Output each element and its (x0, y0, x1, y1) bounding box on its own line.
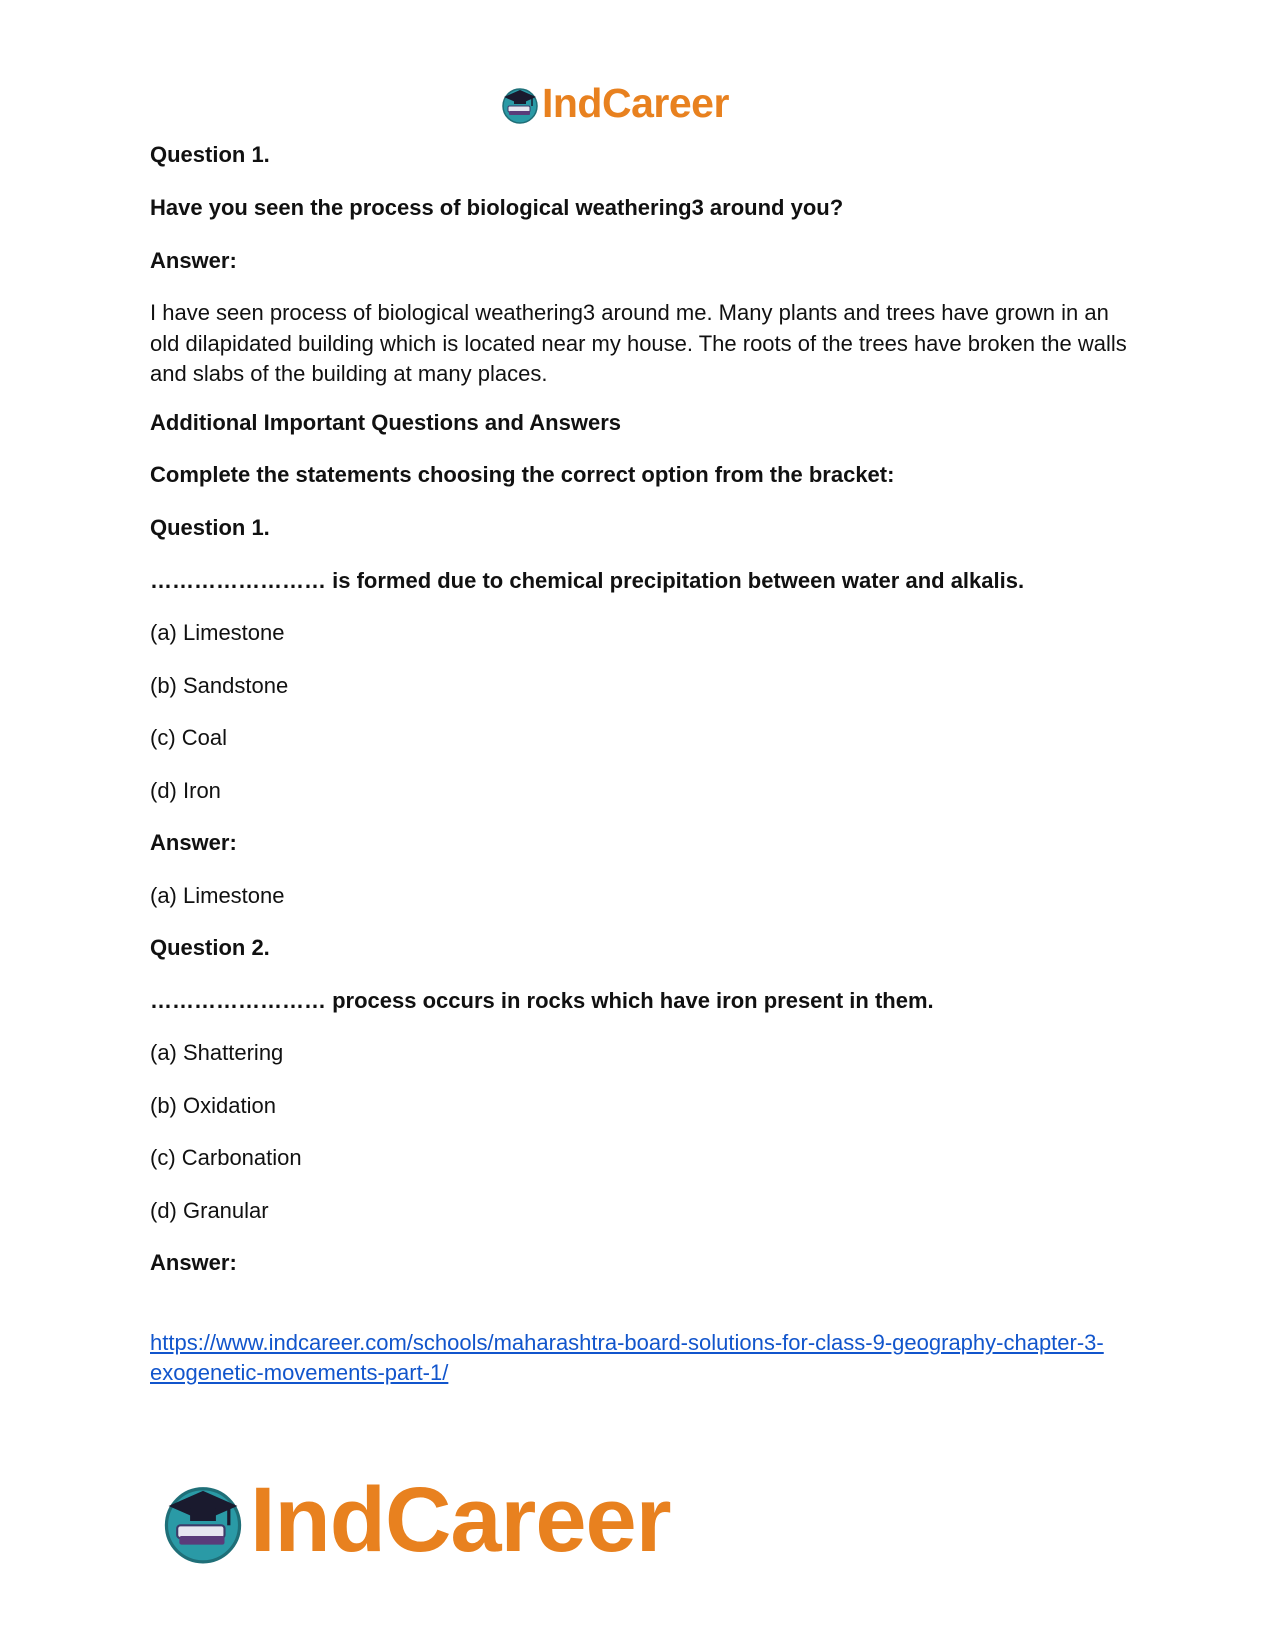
question-1-label: Question 1. (150, 142, 270, 167)
question-1-text: Have you seen the process of biological weathering3 around you? (150, 195, 844, 220)
mcq-1-label: Question 1. (150, 515, 270, 540)
mcq-1-option-a: (a) Limestone (150, 620, 285, 645)
graduation-cap-logo-icon (160, 1478, 246, 1564)
brand-name: IndCareer (542, 80, 729, 126)
mcq-1-text: …………………… is formed due to chemical precipitation between water and alkalis. (150, 568, 1025, 593)
mcq-1-option-c: (c) Coal (150, 725, 228, 750)
mcq-2-option-a: (a) Shattering (150, 1040, 284, 1065)
header-logo (500, 80, 729, 127)
mcq-1-option-d: (d) Iron (150, 778, 221, 803)
mcq-2-option-b: (b) Oxidation (150, 1093, 276, 1118)
footer-logo (160, 1468, 671, 1573)
section-heading: Additional Important Questions and Answers (150, 410, 622, 435)
mcq-2-answer-label: Answer: (150, 1250, 237, 1275)
graduation-cap-logo-icon (500, 84, 540, 124)
mcq-1-answer: (a) Limestone (150, 883, 285, 908)
footer-source-link[interactable]: https://www.indcareer.com/schools/maharashtra-board-solutions-for-class-9-geography-chapter-3-exogenetic-movements-part-1/ (150, 1330, 1104, 1385)
mcq-1-option-b: (b) Sandstone (150, 673, 289, 698)
mcq-2-text: …………………… process occurs in rocks which have iron present in them. (150, 988, 934, 1013)
mcq-2-label: Question 2. (150, 935, 270, 960)
mcq-2-option-d: (d) Granular (150, 1198, 269, 1223)
mcq-2-option-c: (c) Carbonation (150, 1145, 302, 1170)
answer-1-label: Answer: (150, 248, 237, 273)
instruction-text: Complete the statements choosing the correct option from the bracket: (150, 462, 895, 487)
brand-name: IndCareer (250, 1469, 671, 1571)
answer-1-text: I have seen process of biological weathering3 around me. Many plants and trees have grown in an old dilapidated building which is located near my house. The roots of the trees have broken the walls and slabs of the building at many places. (150, 300, 1127, 386)
mcq-1-answer-label: Answer: (150, 830, 237, 855)
